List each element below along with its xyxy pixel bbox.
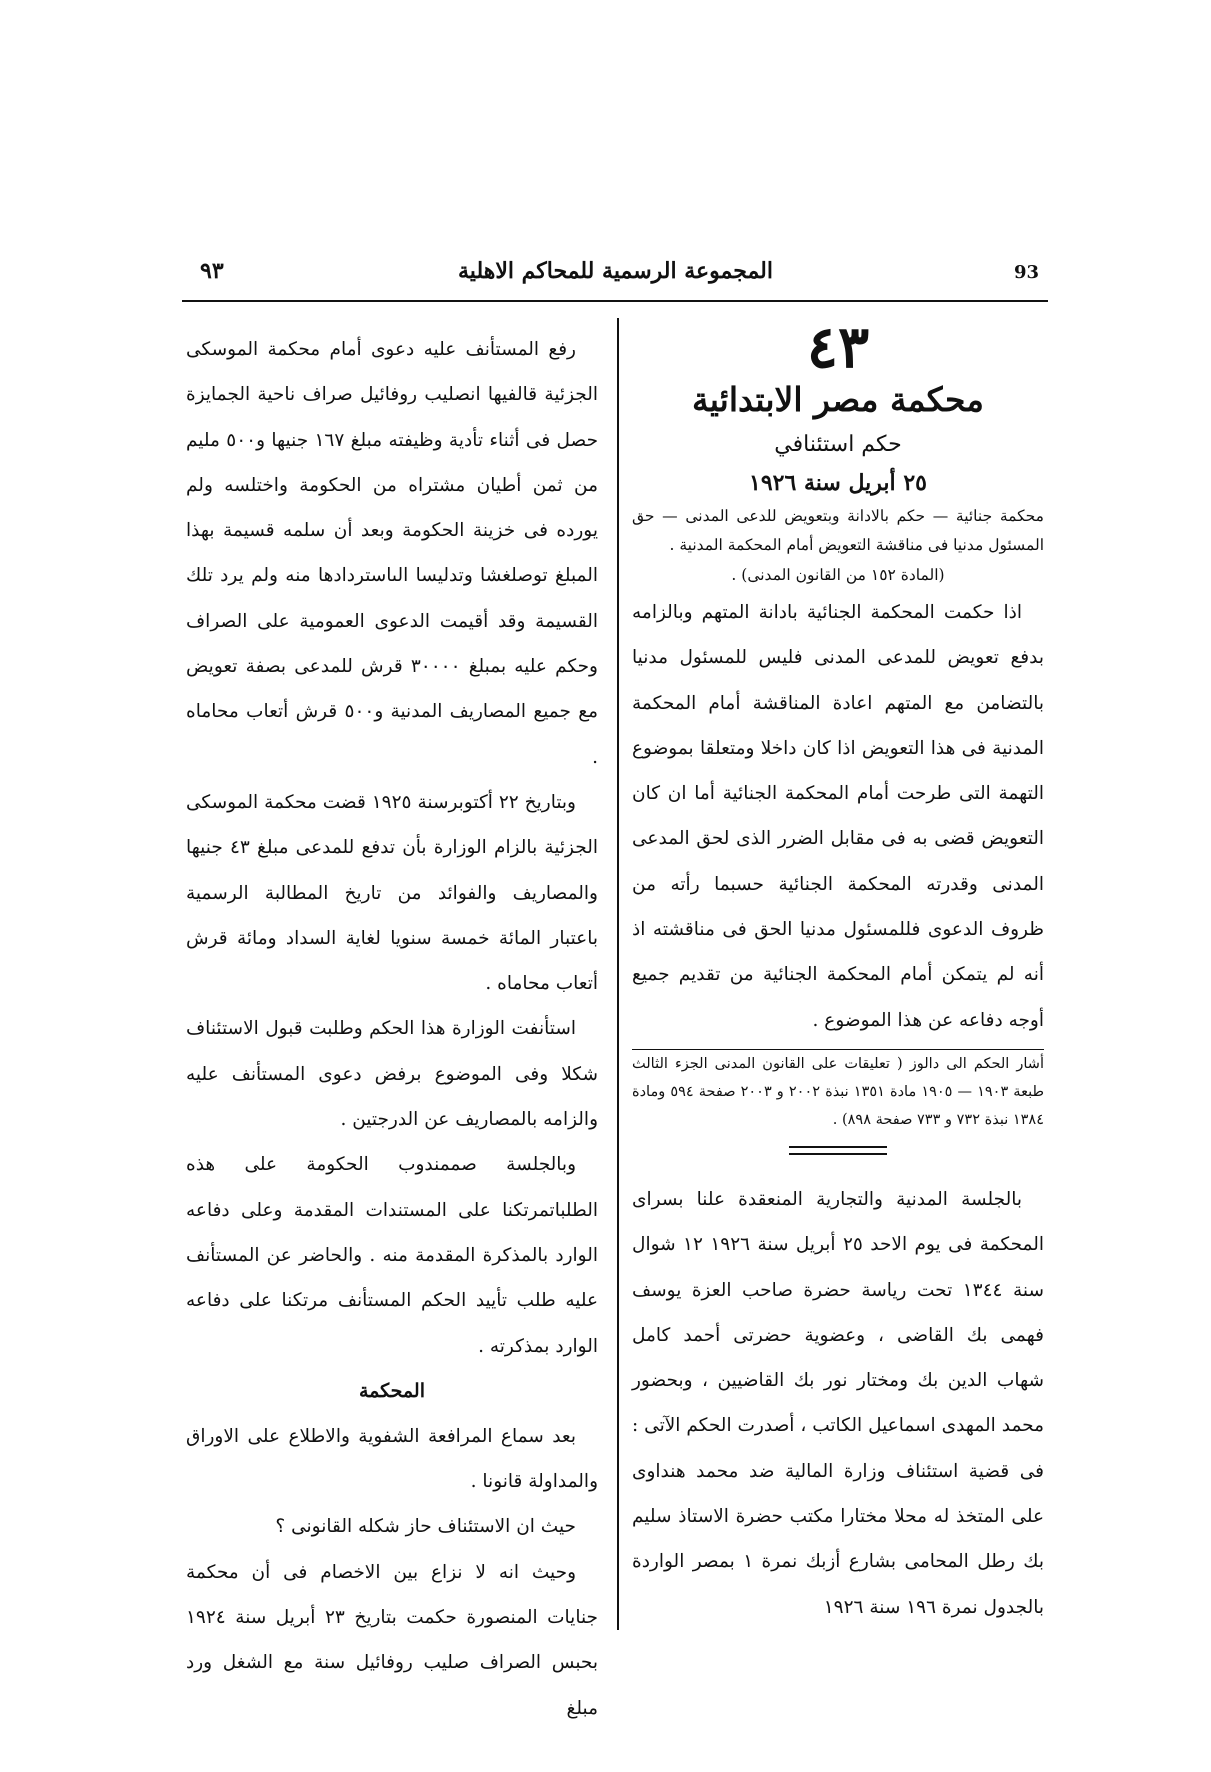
header-rule xyxy=(182,300,1048,302)
right-column xyxy=(632,313,1044,1630)
page-number-latin: 93 xyxy=(1014,262,1040,283)
section-separator xyxy=(789,1146,887,1155)
left-column xyxy=(186,327,598,1731)
running-title: المجموعة الرسمية للمحاكم الاهلية xyxy=(458,258,773,284)
column-divider xyxy=(617,318,619,1630)
ruling-date: ٢٥ أبريل سنة ١٩٢٦ xyxy=(749,470,927,496)
court-name: محكمة مصر الابتدائية xyxy=(692,380,984,419)
law-reference: (المادة ١٥٢ من القانون المدنى) . xyxy=(731,566,945,584)
ruling-type: حكم استئنافي xyxy=(774,432,902,457)
paragraph-deliberation: بعد سماع المرافعة الشفوية والاطلاع على الاوراق والمداولة قانونا . xyxy=(186,1425,598,1493)
page-number-arabic: ٩٣ xyxy=(200,258,224,284)
paragraph-claim: رفع المستأنف عليه دعوى أمام محكمة الموسكى الجزئية قالفيها انصليب روفائيل صراف ناحية الجمايزة حصل فى أثناء تأدية وظيفته مبلغ ١٦٧ جنيها و٥٠٠ مليم من ثمن أطيان مشتراه من الحكومة واختلسه ولم يورده فى خزينة الحكومة وبعد أن سلمه قسيمة بهذا المبلغ توصلغشا وتدليسا الىاستردادها منه ولم يرد تلك القسيمة وقد أقيمت الدعوى العمومية على الصراف وحكم عليه بمبلغ ٣٠٠٠٠ قرش للمدعى بصفة تعويض مع جميع المصاريف المدنية و٥٠٠ قرش أتعاب محاماه . xyxy=(186,339,599,768)
paragraph-facts: وحيث انه لا نزاع بين الاخصام فى أن محكمة جنايات المنصورة حكمت بتاريخ ٢٣ أبريل سنة ١٩٢٤ بحبس الصراف صليب روفائيل سنة مع الشغل ورد مبلغ xyxy=(186,1561,598,1719)
paragraph-first-ruling: وبتاريخ ٢٢ أكتوبرسنة ١٩٢٥ قضت محكمة الموسكى الجزئية بالزام الوزارة بأن تدفع للمدعى مبلغ ٤٣ جنيها والمصاريف والفوائد من تاريخ المطالبة الرسمية باعتبار المائة خمسة سنويا لغاية السداد ومائة قرش أتعاب محاماه . xyxy=(186,791,598,995)
paragraph-form: حيث ان الاستئناف حاز شكله القانونى ؟ xyxy=(275,1516,576,1538)
paragraph-appeal: استأنفت الوزارة هذا الحكم وطلبت قبول الاستئناف شكلا وفى الموضوع برفض دعوى المستأنف عليه والزامه بالمصاريف عن الدرجتين . xyxy=(186,1018,598,1131)
paragraph-session: وبالجلسة صممندوب الحكومة على هذه الطلباتمرتكنا على المستندات المقدمة وعلى دفاعه الوارد بالمذكرة المقدمة منه . والحاضر عن المستأنف عليه طلب تأييد الحكم المستأنف مرتكنا على دفاعه الوارد بمذكرته . xyxy=(186,1154,598,1357)
footnote: أشار الحكم الى دالوز ( تعليقات على القانون المدنى الجزء الثالث طبعة ١٩٠٣ — ١٩٠٥ مادة ١٣٥١ نبذة ٢٠٠٢ و ٢٠٠٣ صفحة ٥٩٤ ومادة ١٣٨٤ نبذة ٧٣٢ و ٧٣٣ صفحة ٨٩٨) . xyxy=(632,1055,1044,1128)
session-paragraph: بالجلسة المدنية والتجارية المنعقدة علنا بسراى المحكمة فى يوم الاحد ٢٥ أبريل سنة ١٩٢٦ ١٢ شوال سنة ١٣٤٤ تحت رياسة حضرة صاحب العزة يوسف فهمى بك القاضى ، وعضوية حضرتى أحمد كامل شهاب الدين بك ومختار نور بك القاضيين ، وبحضور محمد المهدى اسماعيل الكاتب ، أصدرت الحكم الآتى : فى قضية استئناف وزارة المالية ضد محمد هنداوى على المتخذ له محلا مختارا مكتب حضرة الاستاذ سليم بك رطل المحامى بشارع أزبك نمرة ١ بمصر الواردة بالجدول نمرة ١٩٦ سنة ١٩٢٦ xyxy=(632,1188,1044,1618)
case-number: ٤٣ xyxy=(806,313,870,381)
page-header xyxy=(188,252,1043,292)
court-heading: المحكمة xyxy=(359,1379,425,1402)
legal-principle: اذا حكمت المحكمة الجنائية بادانة المتهم وبالزامه بدفع تعويض للمدعى المدنى فليس للمسئول مدنيا بالتضامن مع المتهم اعادة المناقشة أمام المحكمة المدنية فى هذا التعويض اذا كان داخلا ومتعلقا بموضوع التهمة التى طرحت أمام المحكمة الجنائية أما ان كان التعويض قضى به فى مقابل الضرر الذى لحق المدعى المدنى وقدرته المحكمة الجنائية حسبما رأته من ظروف الدعوى فللمسئول مدنيا الحق فى مناقشته اذ أنه لم يتمكن أمام المحكمة الجنائية من تقديم جميع أوجه دفاعه عن هذا الموضوع . xyxy=(632,602,1044,1031)
case-summary: محكمة جنائية — حكم بالادانة وبتعويض للدعى المدنى — حق المسئول مدنيا فى مناقشة التعويض أمام المحكمة المدنية . xyxy=(632,507,1044,554)
